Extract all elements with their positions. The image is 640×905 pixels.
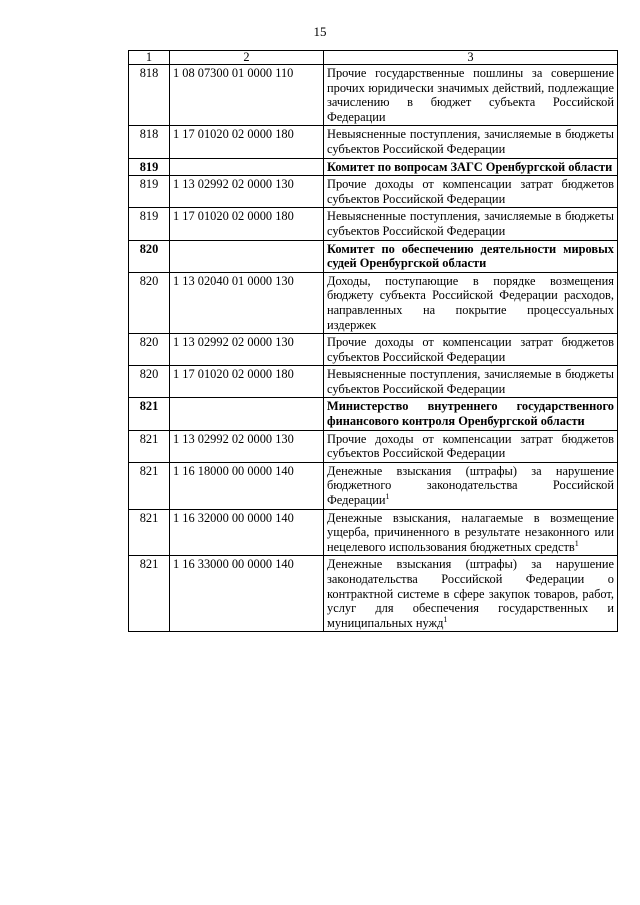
revenue-name-text: Доходы, поступающие в порядке возмещения бюджету субъекта Российской Федерации расходов, направленных на покрытие процессуальных издержек xyxy=(327,273,614,332)
revenue-name-cell xyxy=(324,334,618,366)
budget-classification-code-cell: 1 13 02992 02 0000 130 xyxy=(170,334,324,366)
revenue-name-cell xyxy=(324,65,618,126)
administrator-code-cell: 821 xyxy=(129,398,170,430)
administrator-code-cell: 818 xyxy=(129,126,170,158)
table-row xyxy=(129,176,618,208)
revenue-name-text: Денежные взыскания (штрафы) за нарушение законодательства Российской Федерации о контрактной системе в сфере закупок товаров, работ, услуг для обеспечения государственных и муниципальных нужд xyxy=(327,557,614,630)
table-row-section-heading xyxy=(129,398,618,430)
table-row xyxy=(129,272,618,333)
column-header-1: 1 xyxy=(129,51,170,65)
table-body xyxy=(129,65,618,632)
administrator-code-cell: 820 xyxy=(129,334,170,366)
table-row xyxy=(129,556,618,632)
revenue-name-cell xyxy=(324,398,618,430)
revenue-name-text: Прочие государственные пошлины за совершение прочих юридически значимых действий, подлежащие зачислению в бюджет субъекта Российской Федерации xyxy=(327,66,614,124)
revenue-name-cell xyxy=(324,556,618,632)
revenue-name-text: Невыясненные поступления, зачисляемые в бюджеты субъектов Российской Федерации xyxy=(327,209,614,238)
revenue-name-cell xyxy=(324,176,618,208)
revenue-name-cell xyxy=(324,126,618,158)
budget-classification-code-cell xyxy=(170,240,324,272)
table-row xyxy=(129,509,618,556)
column-header-3: 3 xyxy=(324,51,618,65)
administrator-code-cell: 821 xyxy=(129,430,170,462)
revenue-name-text: Невыясненные поступления, зачисляемые в бюджеты субъектов Российской Федерации xyxy=(327,367,614,396)
budget-classification-code-cell xyxy=(170,398,324,430)
administrator-code-cell: 820 xyxy=(129,366,170,398)
table-row xyxy=(129,430,618,462)
revenue-name-text: Прочие доходы от компенсации затрат бюджетов субъектов Российской Федерации xyxy=(327,335,614,364)
page-number: 15 xyxy=(313,24,327,39)
footnote-marker: 1 xyxy=(385,491,390,501)
revenue-name-cell xyxy=(324,462,618,509)
revenue-name-cell xyxy=(324,208,618,240)
budget-classification-code-cell: 1 17 01020 02 0000 180 xyxy=(170,366,324,398)
budget-classification-code-cell: 1 13 02992 02 0000 130 xyxy=(170,430,324,462)
budget-classification-code-cell: 1 16 33000 00 0000 140 xyxy=(170,556,324,632)
table-row-section-heading xyxy=(129,240,618,272)
administrator-code-cell: 819 xyxy=(129,208,170,240)
budget-classification-code-cell: 1 17 01020 02 0000 180 xyxy=(170,126,324,158)
revenue-name-text: Министерство внутреннего государственного финансового контроля Оренбургской области xyxy=(327,399,614,429)
administrator-code-cell: 820 xyxy=(129,272,170,333)
revenue-name-cell xyxy=(324,272,618,333)
administrator-code-cell: 819 xyxy=(129,158,170,176)
revenue-name-text: Денежные взыскания (штрафы) за нарушение бюджетного законодательства Российской Федерации xyxy=(327,463,614,508)
budget-classification-code-cell xyxy=(170,158,324,176)
administrator-code-cell: 821 xyxy=(129,556,170,632)
revenue-name-text: Денежные взыскания, налагаемые в возмещение ущерба, причиненного в результате незаконного или нецелевого использования бюджетных средств xyxy=(327,510,614,554)
administrator-code-cell: 820 xyxy=(129,240,170,272)
administrator-code-cell: 821 xyxy=(129,509,170,556)
footnote-marker: 1 xyxy=(574,538,579,548)
budget-classification-code-cell: 1 16 32000 00 0000 140 xyxy=(170,509,324,556)
table-row xyxy=(129,126,618,158)
revenue-name-text: Невыясненные поступления, зачисляемые в бюджеты субъектов Российской Федерации xyxy=(327,127,614,156)
revenue-name-text: Прочие доходы от компенсации затрат бюджетов субъектов Российской Федерации xyxy=(327,431,614,461)
table-row xyxy=(129,462,618,509)
budget-classification-code-cell: 1 13 02040 01 0000 130 xyxy=(170,272,324,333)
table-row xyxy=(129,65,618,126)
table-row xyxy=(129,208,618,240)
revenue-name-cell xyxy=(324,240,618,272)
revenue-name-text: Прочие доходы от компенсации затрат бюджетов субъектов Российской Федерации xyxy=(327,177,614,206)
administrator-code-cell: 821 xyxy=(129,462,170,509)
table-row-section-heading xyxy=(129,158,618,176)
budget-classification-code-cell: 1 08 07300 01 0000 110 xyxy=(170,65,324,126)
revenue-administrators-table xyxy=(128,50,618,632)
revenue-name-text: Комитет по вопросам ЗАГС Оренбургской области xyxy=(327,159,613,174)
budget-classification-code-cell: 1 13 02992 02 0000 130 xyxy=(170,176,324,208)
revenue-name-cell xyxy=(324,366,618,398)
budget-classification-code-cell: 1 17 01020 02 0000 180 xyxy=(170,208,324,240)
budget-classification-code-cell: 1 16 18000 00 0000 140 xyxy=(170,462,324,509)
revenue-name-text: Комитет по обеспечению деятельности мировых судей Оренбургской области xyxy=(327,241,614,271)
table-row xyxy=(129,366,618,398)
revenue-name-cell xyxy=(324,158,618,176)
table-row xyxy=(129,334,618,366)
administrator-code-cell: 818 xyxy=(129,65,170,126)
footnote-marker: 1 xyxy=(443,614,448,624)
administrator-code-cell: 819 xyxy=(129,176,170,208)
revenue-name-cell xyxy=(324,430,618,462)
table-header-row xyxy=(129,51,618,65)
revenue-name-cell xyxy=(324,509,618,556)
column-header-2: 2 xyxy=(170,51,324,65)
